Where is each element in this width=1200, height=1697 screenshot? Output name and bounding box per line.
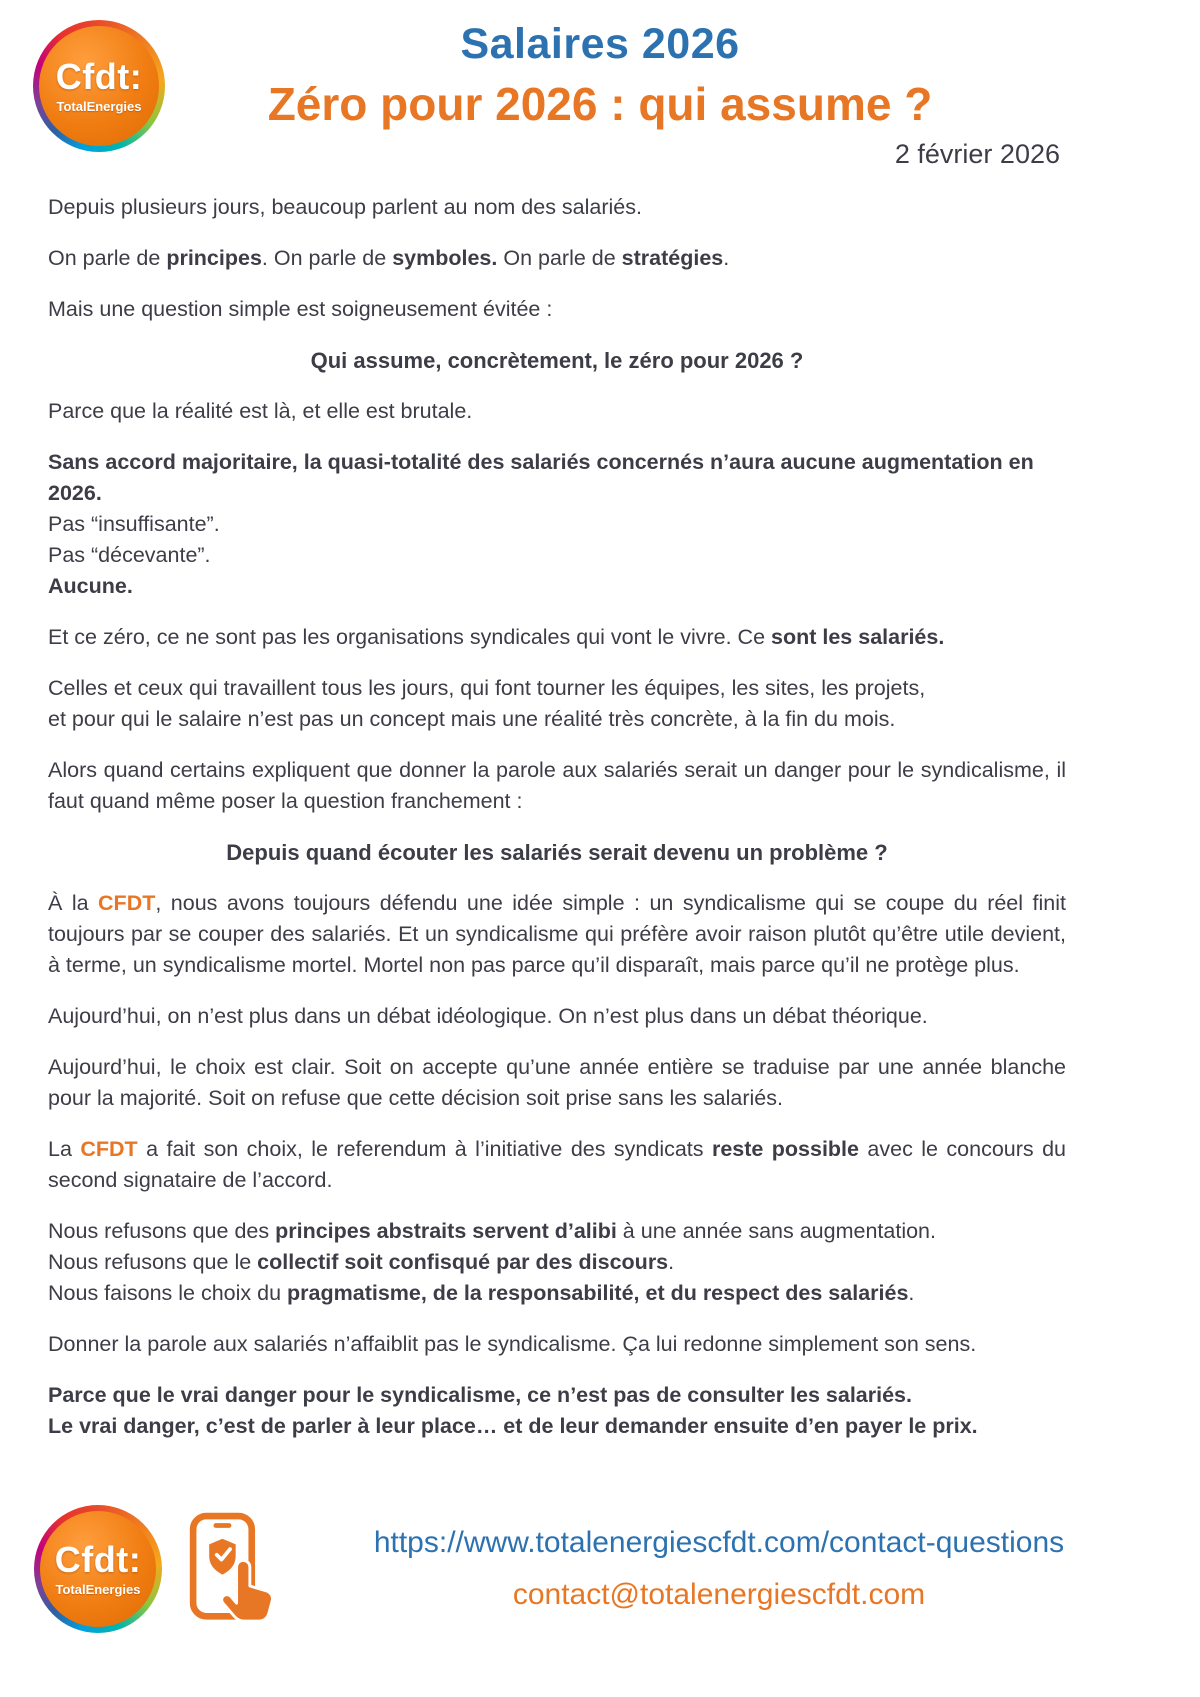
logo-sub-text: TotalEnergies (56, 98, 142, 114)
logo-sub-text: TotalEnergies (55, 1581, 141, 1597)
text-segment: Sans accord majoritaire, la quasi-totalité des salariés concernés n’aura aucune augmentation en 2026. (48, 450, 1034, 505)
logo-globe (39, 26, 159, 146)
cfdt-totalenergies-logo-footer (34, 1505, 162, 1633)
text-segment: a fait son choix, le referendum à l’initiative des syndicats (137, 1137, 712, 1161)
text-segment: principes (166, 246, 262, 270)
paragraph (48, 192, 1066, 223)
logo-globe (40, 1511, 156, 1627)
paragraph (48, 1134, 1066, 1196)
text-segment: Pas “insuffisante”. (48, 512, 220, 536)
text-segment: CFDT (98, 891, 156, 915)
text-segment: Qui assume, concrètement, le zéro pour 2026 ? (310, 348, 804, 373)
text-segment: CFDT (80, 1137, 138, 1161)
paragraph (48, 1216, 1066, 1309)
page-title: Salaires 2026 (460, 20, 740, 68)
cfdt-totalenergies-logo (33, 20, 165, 152)
text-segment: Depuis quand écouter les salariés serait devenu un problème ? (226, 840, 888, 865)
text-segment: On parle de (497, 246, 622, 270)
paragraph (48, 673, 1066, 735)
paragraphs-container (48, 192, 1066, 1442)
text-segment: principes abstraits servent d’alibi (275, 1219, 617, 1243)
paragraph (48, 1052, 1066, 1114)
text-segment: . (908, 1281, 915, 1305)
text-segment: Mais une question simple est soigneusement évitée : (48, 297, 553, 321)
footer (0, 1505, 1200, 1633)
text-segment: Aujourd’hui, on n’est plus dans un débat idéologique. On n’est plus dans un débat théorique. (48, 1004, 928, 1028)
text-segment: Parce que la réalité est là, et elle est brutale. (48, 399, 473, 423)
text-segment: Donner la parole aux salariés n’affaiblit pas le syndicalisme. Ça lui redonne simplement son sens. (48, 1332, 977, 1356)
text-segment: Pas “décevante”. (48, 543, 211, 567)
date-line: 2 février 2026 (894, 139, 1060, 169)
paragraph (48, 1329, 1066, 1360)
paragraph (48, 294, 1066, 325)
paragraph (48, 1380, 1066, 1442)
paragraph (48, 622, 1066, 653)
footer-links (298, 1526, 1140, 1612)
text-segment: Nous faisons le choix du (48, 1281, 288, 1305)
text-segment: symboles. (392, 246, 498, 270)
paragraph (48, 447, 1066, 602)
paragraph (48, 396, 1066, 427)
text-segment: collectif soit confisqué par des discours (257, 1250, 669, 1274)
paragraph (48, 345, 1066, 376)
logo-brand-text: Cfdt: (54, 1538, 142, 1580)
page-subtitle: Zéro pour 2026 : qui assume ? (267, 78, 933, 130)
paragraph (48, 888, 1066, 981)
text-segment: La (48, 1137, 81, 1161)
text-segment: Nous refusons que le (48, 1250, 258, 1274)
text-segment: et pour qui le salaire n’est pas un concept mais une réalité très concrète, à la fin du mois. (48, 707, 896, 731)
text-segment: Celles et ceux qui travaillent tous les jours, qui font tourner les équipes, les sites, les projets, (48, 676, 926, 700)
text-segment: . (668, 1250, 675, 1274)
text-segment: . On parle de (261, 246, 393, 270)
text-segment: avec le concours du second signataire de l’accord. (48, 1137, 1066, 1192)
contact-questions-link[interactable]: https://www.totalenergiescfdt.com/contact-questions (373, 1526, 1065, 1559)
text-segment: Le vrai danger, c’est de parler à leur place… et de leur demander ensuite d’en payer le prix. (48, 1414, 978, 1438)
header (0, 0, 1200, 170)
text-segment: . (723, 246, 730, 270)
text-segment: À la (48, 891, 99, 915)
paragraph (48, 755, 1066, 817)
paragraph (48, 837, 1066, 868)
text-segment: pragmatisme, de la responsabilité, et du respect des salariés (287, 1281, 909, 1305)
text-segment: à une année sans augmentation. (616, 1219, 936, 1243)
phone-tap-icon (178, 1509, 282, 1629)
text-segment: Aujourd’hui, le choix est clair. Soit on accepte qu’une année entière se traduise par une année blanche pour la majorité. Soit on refuse que cette décision soit prise sans les salariés. (48, 1055, 1066, 1110)
contact-email-link[interactable]: contact@totalenergiescfdt.com (512, 1578, 926, 1611)
text-segment: Aucune. (48, 574, 133, 598)
paragraph (48, 1001, 1066, 1032)
text-segment: , nous avons toujours défendu une idée simple : un syndicalisme qui se coupe du réel finit toujours par se couper des salariés. Et un syndicalisme qui préfère avoir raison plutôt qu’être utile devient, à terme, un syndicalisme mortel. Mortel non pas parce qu’il disparaît, mais parce qu’il ne protège plus. (48, 891, 1066, 977)
text-segment: Nous refusons que des (48, 1219, 276, 1243)
logo-brand-text: Cfdt: (55, 55, 143, 97)
text-segment: Alors quand certains expliquent que donner la parole aux salariés serait un danger pour le syndicalisme, il faut quand même poser la question franchement : (48, 758, 1066, 813)
text-segment: Depuis plusieurs jours, beaucoup parlent au nom des salariés. (48, 195, 642, 219)
paragraph (48, 243, 1066, 274)
text-segment: Et ce zéro, ce ne sont pas les organisations syndicales qui vont le vivre. Ce (48, 625, 772, 649)
text-segment: stratégies (621, 246, 724, 270)
text-segment: reste possible (711, 1137, 859, 1161)
text-segment: On parle de (48, 246, 167, 270)
text-segment: Parce que le vrai danger pour le syndicalisme, ce n’est pas de consulter les salariés. (48, 1383, 912, 1407)
body-content (0, 170, 1200, 1442)
text-segment: sont les salariés. (771, 625, 945, 649)
